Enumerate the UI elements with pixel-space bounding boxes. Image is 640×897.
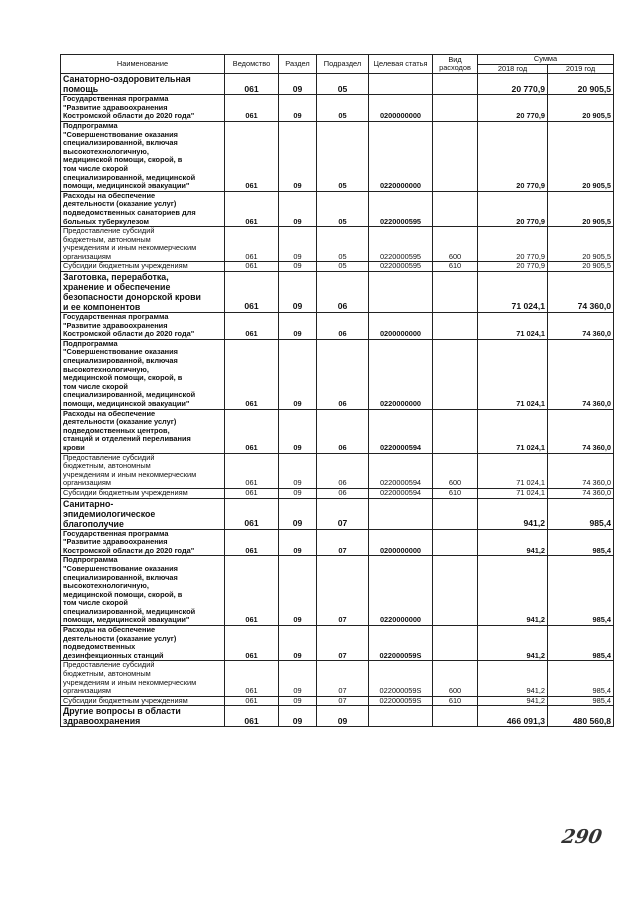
cell-target: 0220000595 (369, 262, 433, 272)
name-line: Субсидии бюджетным учреждениям (63, 488, 188, 497)
cell-dept: 061 (225, 121, 279, 191)
name-line: том числе скорой (63, 598, 128, 608)
cell-2018: 71 024,1 (478, 339, 548, 409)
cell-section: 09 (279, 339, 317, 409)
cell-subsection: 07 (317, 529, 369, 556)
name-line: "Развитие здравоохранения (63, 102, 168, 112)
cell-target: 0220000594 (369, 488, 433, 498)
table-row (61, 313, 614, 340)
cell-2018: 71 024,1 (478, 488, 548, 498)
name-line: организациям (63, 251, 112, 261)
cell-name (61, 498, 225, 529)
cell-subsection: 07 (317, 556, 369, 626)
cell-2019: 74 360,0 (548, 272, 614, 313)
name-line: крови (63, 442, 85, 452)
cell-name (61, 272, 225, 313)
cell-name (61, 74, 225, 95)
name-line: Субсидии бюджетным учреждениям (63, 696, 188, 705)
cell-subsection: 05 (317, 227, 369, 262)
cell-2018: 941,2 (478, 626, 548, 661)
cell-2018: 941,2 (478, 556, 548, 626)
cell-2018: 20 770,9 (478, 227, 548, 262)
cell-2019: 480 560,8 (548, 706, 614, 727)
cell-2019: 20 905,5 (548, 95, 614, 122)
name-line: организациям (63, 478, 112, 488)
name-line: высокотехнологичную, (63, 146, 149, 156)
page-number: 290 (560, 826, 604, 848)
name-line: Предоставление субсидий (63, 660, 155, 670)
cell-dept: 061 (225, 409, 279, 453)
name-line: "Совершенствование оказания (63, 129, 178, 139)
name-line: специализированной, медицинской (63, 390, 196, 400)
cell-dept: 061 (225, 191, 279, 226)
name-line: помощь (63, 84, 99, 95)
name-line: деятельности (оказание услуг) (63, 199, 177, 209)
cell-section: 09 (279, 74, 317, 95)
name-line: больных туберкулезом (63, 216, 149, 226)
cell-2018: 941,2 (478, 696, 548, 706)
cell-kind: 610 (433, 696, 478, 706)
cell-target: 0220000000 (369, 339, 433, 409)
cell-2019: 985,4 (548, 696, 614, 706)
header-subsection: Подраздел (317, 55, 369, 74)
cell-section: 09 (279, 626, 317, 661)
name-line: Заготовка, переработка, (63, 272, 169, 283)
name-line: подведомственных центров, (63, 425, 170, 435)
cell-2018: 941,2 (478, 529, 548, 556)
cell-kind (433, 556, 478, 626)
cell-kind (433, 498, 478, 529)
cell-section: 09 (279, 227, 317, 262)
cell-subsection: 07 (317, 661, 369, 696)
cell-target (369, 74, 433, 95)
cell-section: 09 (279, 313, 317, 340)
name-line: специализированной, включая (63, 138, 178, 148)
name-line: Субсидии бюджетным учреждениям (63, 261, 188, 271)
table-row (61, 262, 614, 272)
name-line: благополучие (63, 518, 124, 529)
cell-2018: 466 091,3 (478, 706, 548, 727)
cell-name (61, 696, 225, 706)
name-line: дезинфекционных станций (63, 650, 164, 660)
cell-subsection: 05 (317, 121, 369, 191)
cell-target: 0200000000 (369, 95, 433, 122)
cell-kind (433, 121, 478, 191)
table-row (61, 556, 614, 626)
cell-kind (433, 626, 478, 661)
cell-name (61, 262, 225, 272)
cell-name (61, 488, 225, 498)
name-line: Государственная программа (63, 94, 169, 104)
name-line: специализированной, включая (63, 356, 178, 366)
cell-2019: 20 905,5 (548, 262, 614, 272)
cell-dept: 061 (225, 556, 279, 626)
name-line: Государственная программа (63, 529, 169, 538)
cell-subsection: 06 (317, 488, 369, 498)
name-line: помощи, медицинской эвакуации" (63, 181, 190, 191)
cell-2019: 985,4 (548, 556, 614, 626)
table-row (61, 227, 614, 262)
cell-target: 0220000595 (369, 191, 433, 226)
cell-section: 09 (279, 556, 317, 626)
cell-name (61, 339, 225, 409)
header-sum: Сумма (478, 55, 614, 65)
name-line: деятельности (оказание услуг) (63, 417, 177, 427)
name-line: Подпрограмма (63, 339, 118, 348)
name-line: высокотехнологичную, (63, 581, 149, 591)
cell-subsection: 09 (317, 706, 369, 727)
table-header (61, 55, 614, 74)
name-line: "Совершенствование оказания (63, 563, 178, 573)
cell-kind (433, 95, 478, 122)
table-row (61, 661, 614, 696)
name-line: и ее компонентов (63, 302, 141, 313)
cell-2019: 74 360,0 (548, 313, 614, 340)
cell-dept: 061 (225, 262, 279, 272)
table-row (61, 74, 614, 95)
cell-section: 09 (279, 706, 317, 727)
cell-target: 0220000000 (369, 121, 433, 191)
cell-name (61, 409, 225, 453)
cell-kind: 610 (433, 488, 478, 498)
name-line: станций и отделений переливания (63, 434, 191, 444)
cell-2018: 20 770,9 (478, 121, 548, 191)
header-kind: Вид расходов (433, 55, 478, 74)
name-line: высокотехнологичную, (63, 364, 149, 374)
cell-subsection: 07 (317, 498, 369, 529)
name-line: подведомственных (63, 642, 136, 652)
name-line: специализированной, включая (63, 572, 178, 582)
name-line: "Совершенствование оказания (63, 347, 178, 357)
name-line: Другие вопросы в области (63, 706, 181, 717)
cell-name (61, 313, 225, 340)
name-line: Подпрограмма (63, 555, 118, 565)
cell-target (369, 498, 433, 529)
header-section: Раздел (279, 55, 317, 74)
cell-dept: 061 (225, 696, 279, 706)
table-row (61, 339, 614, 409)
cell-target (369, 272, 433, 313)
cell-section: 09 (279, 191, 317, 226)
table-row (61, 626, 614, 661)
name-line: бюджетным, автономным (63, 461, 151, 471)
cell-subsection: 06 (317, 313, 369, 340)
name-line: Костромской области до 2020 года" (63, 545, 195, 555)
cell-kind: 600 (433, 661, 478, 696)
cell-section: 09 (279, 121, 317, 191)
name-line: хранение и обеспечение (63, 282, 171, 293)
cell-section: 09 (279, 95, 317, 122)
name-line: Расходы на обеспечение (63, 409, 156, 418)
name-line: здравоохранения (63, 716, 141, 727)
cell-target: 0220000000 (369, 556, 433, 626)
cell-section: 09 (279, 453, 317, 488)
cell-2018: 941,2 (478, 661, 548, 696)
cell-dept: 061 (225, 529, 279, 556)
cell-2018: 71 024,1 (478, 272, 548, 313)
name-line: специализированной, медицинской (63, 172, 196, 182)
name-line: деятельности (оказание услуг) (63, 633, 177, 643)
cell-dept: 061 (225, 706, 279, 727)
cell-name (61, 529, 225, 556)
cell-name (61, 453, 225, 488)
cell-target: 0200000000 (369, 529, 433, 556)
cell-kind (433, 409, 478, 453)
cell-2019: 20 905,5 (548, 191, 614, 226)
table-row (61, 488, 614, 498)
cell-kind: 600 (433, 227, 478, 262)
cell-section: 09 (279, 529, 317, 556)
cell-name (61, 706, 225, 727)
name-line: Государственная программа (63, 312, 169, 322)
name-line: подведомственных санаториев для (63, 207, 196, 217)
cell-2019: 20 905,5 (548, 227, 614, 262)
name-line: том числе скорой (63, 381, 128, 391)
cell-name (61, 95, 225, 122)
cell-name (61, 121, 225, 191)
cell-subsection: 06 (317, 453, 369, 488)
name-line: эпидемиологическое (63, 508, 156, 519)
cell-name (61, 661, 225, 696)
name-line: Расходы на обеспечение (63, 191, 156, 200)
cell-section: 09 (279, 498, 317, 529)
cell-dept: 061 (225, 227, 279, 262)
cell-dept: 061 (225, 498, 279, 529)
cell-kind (433, 74, 478, 95)
cell-dept: 061 (225, 626, 279, 661)
cell-2019: 74 360,0 (548, 409, 614, 453)
name-line: Предоставление субсидий (63, 226, 155, 236)
cell-2019: 20 905,5 (548, 121, 614, 191)
cell-2019: 74 360,0 (548, 488, 614, 498)
name-line: безопасности донорской крови (63, 292, 201, 303)
name-line: специализированной, медицинской (63, 606, 196, 616)
cell-section: 09 (279, 272, 317, 313)
name-line: том числе скорой (63, 163, 128, 173)
cell-2018: 71 024,1 (478, 453, 548, 488)
cell-subsection: 05 (317, 191, 369, 226)
cell-2019: 20 905,5 (548, 74, 614, 95)
name-line: медицинской помощи, скорой, в (63, 589, 183, 599)
cell-target: 022000059S (369, 626, 433, 661)
cell-2018: 20 770,9 (478, 191, 548, 226)
cell-section: 09 (279, 661, 317, 696)
cell-subsection: 05 (317, 262, 369, 272)
table-row (61, 529, 614, 556)
cell-subsection: 06 (317, 409, 369, 453)
name-line: Предоставление субсидий (63, 453, 155, 462)
name-line: Костромской области до 2020 года" (63, 329, 195, 339)
name-line: Костромской области до 2020 года" (63, 111, 195, 121)
table-row (61, 706, 614, 727)
header-dept: Ведомство (225, 55, 279, 74)
cell-section: 09 (279, 696, 317, 706)
header-name: Наименование (61, 55, 225, 74)
name-line: помощи, медицинской эвакуации" (63, 615, 190, 625)
header-target: Целевая статья (369, 55, 433, 74)
name-line: "Развитие здравоохранения (63, 320, 168, 330)
cell-section: 09 (279, 488, 317, 498)
name-line: Подпрограмма (63, 121, 118, 130)
cell-2019: 74 360,0 (548, 339, 614, 409)
cell-2018: 71 024,1 (478, 409, 548, 453)
cell-name (61, 227, 225, 262)
table-row (61, 191, 614, 226)
cell-target: 0220000594 (369, 409, 433, 453)
name-line: учреждениям и иным некоммерческим (63, 677, 197, 687)
cell-subsection: 05 (317, 95, 369, 122)
table-row (61, 272, 614, 313)
cell-target: 0200000000 (369, 313, 433, 340)
cell-dept: 061 (225, 313, 279, 340)
cell-subsection: 06 (317, 272, 369, 313)
table-row (61, 453, 614, 488)
table-row (61, 95, 614, 122)
name-line: Санитарно- (63, 498, 114, 509)
cell-2019: 985,4 (548, 626, 614, 661)
cell-2018: 71 024,1 (478, 313, 548, 340)
name-line: Расходы на обеспечение (63, 625, 156, 635)
cell-dept: 061 (225, 661, 279, 696)
name-line: бюджетным, автономным (63, 669, 151, 679)
header-2018: 2018 год (478, 64, 548, 74)
table-row (61, 121, 614, 191)
cell-kind (433, 339, 478, 409)
cell-name (61, 556, 225, 626)
cell-kind: 610 (433, 262, 478, 272)
cell-subsection: 07 (317, 696, 369, 706)
cell-2019: 985,4 (548, 529, 614, 556)
table-row (61, 696, 614, 706)
name-line: бюджетным, автономным (63, 234, 151, 244)
cell-name (61, 191, 225, 226)
cell-target: 0220000594 (369, 453, 433, 488)
table-row (61, 498, 614, 529)
cell-kind (433, 706, 478, 727)
name-line: организациям (63, 686, 112, 696)
header-2019: 2019 год (548, 64, 614, 74)
cell-kind (433, 272, 478, 313)
cell-subsection: 06 (317, 339, 369, 409)
name-line: учреждениям и иным некоммерческим (63, 469, 197, 479)
cell-2019: 985,4 (548, 661, 614, 696)
cell-2019: 74 360,0 (548, 453, 614, 488)
cell-target: 0220000595 (369, 227, 433, 262)
cell-dept: 061 (225, 272, 279, 313)
cell-target: 022000059S (369, 696, 433, 706)
table-body (61, 74, 614, 727)
name-line: медицинской помощи, скорой, в (63, 373, 183, 383)
name-line: помощи, медицинской эвакуации" (63, 399, 190, 408)
cell-section: 09 (279, 262, 317, 272)
cell-2018: 941,2 (478, 498, 548, 529)
cell-name (61, 626, 225, 661)
name-line: Санаторно-оздоровительная (63, 74, 191, 85)
cell-2018: 20 770,9 (478, 74, 548, 95)
cell-2018: 20 770,9 (478, 262, 548, 272)
cell-section: 09 (279, 409, 317, 453)
name-line: медицинской помощи, скорой, в (63, 155, 183, 165)
cell-target (369, 706, 433, 727)
cell-kind: 600 (433, 453, 478, 488)
name-line: "Развитие здравоохранения (63, 537, 168, 547)
cell-kind (433, 191, 478, 226)
cell-dept: 061 (225, 339, 279, 409)
cell-dept: 061 (225, 488, 279, 498)
cell-dept: 061 (225, 95, 279, 122)
cell-kind (433, 529, 478, 556)
cell-subsection: 05 (317, 74, 369, 95)
cell-kind (433, 313, 478, 340)
cell-target: 022000059S (369, 661, 433, 696)
cell-2019: 985,4 (548, 498, 614, 529)
cell-subsection: 07 (317, 626, 369, 661)
cell-dept: 061 (225, 74, 279, 95)
budget-table (60, 54, 614, 727)
table-row (61, 409, 614, 453)
name-line: учреждениям и иным некоммерческим (63, 243, 197, 253)
cell-dept: 061 (225, 453, 279, 488)
cell-2018: 20 770,9 (478, 95, 548, 122)
